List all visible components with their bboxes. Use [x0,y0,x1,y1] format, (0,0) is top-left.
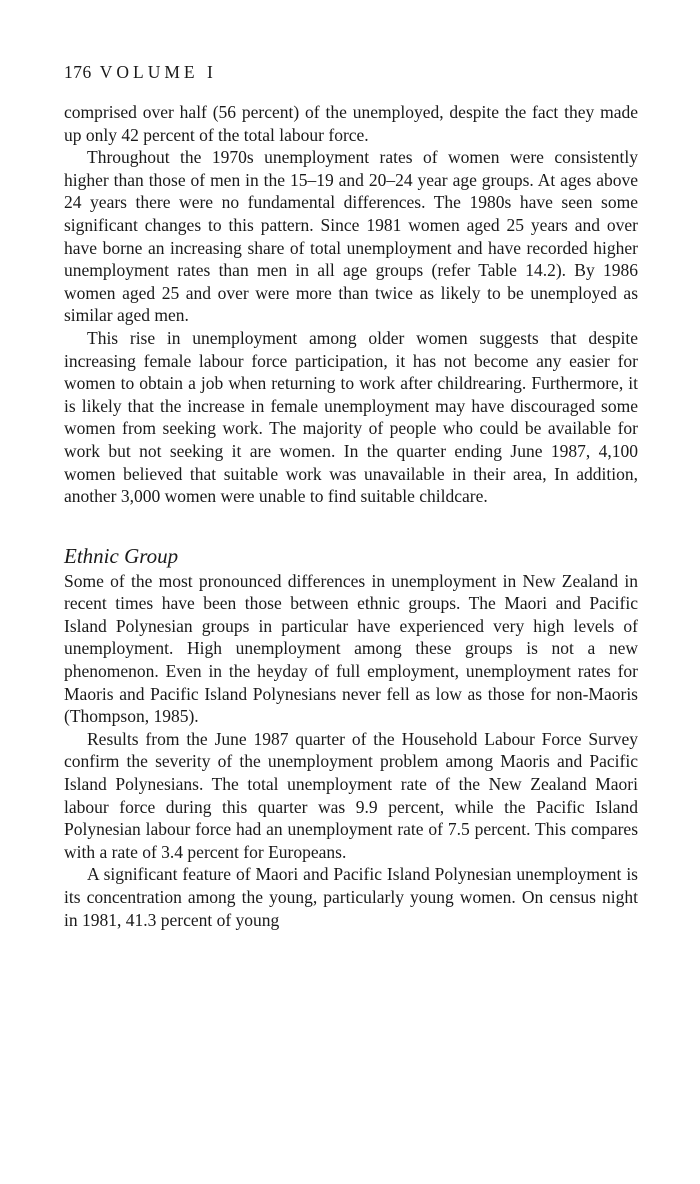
paragraph-continuation: comprised over half (56 percent) of the unemployed, despite the fact they made up only 42 percent of the total labour force. [64,102,638,145]
paragraph-1970s-rates: Throughout the 1970s unemployment rates of women were consistently higher than those of men in the 15–19 and 20–24 year age groups. At ages above 24 years there were no fundamental differences. The 1980s have seen some significant changes to this pattern. Since 1981 women aged 25 years and over have borne an increasing share of total unemployment and have recorded higher unemployment rates than men in all age groups (refer Table 14.2). By 1986 women aged 25 and over were more than twice as likely to be unemployed as similar aged men. [64,147,638,326]
paragraph-ethnic-differences: Some of the most pronounced differences in unemployment in New Zealand in recent times have been those between ethnic groups. The Maori and Pacific Island Polynesian groups in particular have experienced very high levels of unemployment. High unemployment among these groups is not a new phenomenon. Even in the heyday of full employment, unemployment rates for Maoris and Pacific Island Polynesians never fell as low as those for non-Maoris (Thompson, 1985). [64,570,638,727]
running-header [64,60,638,84]
volume-label: VOLUME I [99,62,217,82]
section-heading: Ethnic Group [64,543,179,568]
page-number: 176 [64,62,92,82]
paragraph-older-women: This rise in unemployment among older women suggests that despite increasing female labour force participation, it has not become any easier for women to obtain a job when returning to work after childrearing. Furthermore, it is likely that the increase in female unemployment may have discouraged some women from seeking work. The majority of people who could be available for work but not seeking it are women. In the quarter ending June 1987, 4,100 women believed that suitable work was unavailable in their area, In addition, another 3,000 women were unable to find suitable childcare. [64,327,638,507]
paragraph-hlfs-results: Results from the June 1987 quarter of the Household Labour Force Survey confirm the severity of the unemployment problem among Maoris and Pacific Island Polynesians. The total unemployment rate of the New Zealand Maori labour force during this quarter was 9.9 percent, while the Pacific Island Polynesian labour force had an unemployment rate of 7.5 percent. This compares with a rate of 3.4 percent for Europeans. [64,728,638,862]
paragraph-young-concentration: A significant feature of Maori and Pacific Island Polynesian unemployment is its concentration among the young, particularly young women. On census night in 1981, 41.3 percent of young [64,864,638,930]
document-page [64,60,638,931]
